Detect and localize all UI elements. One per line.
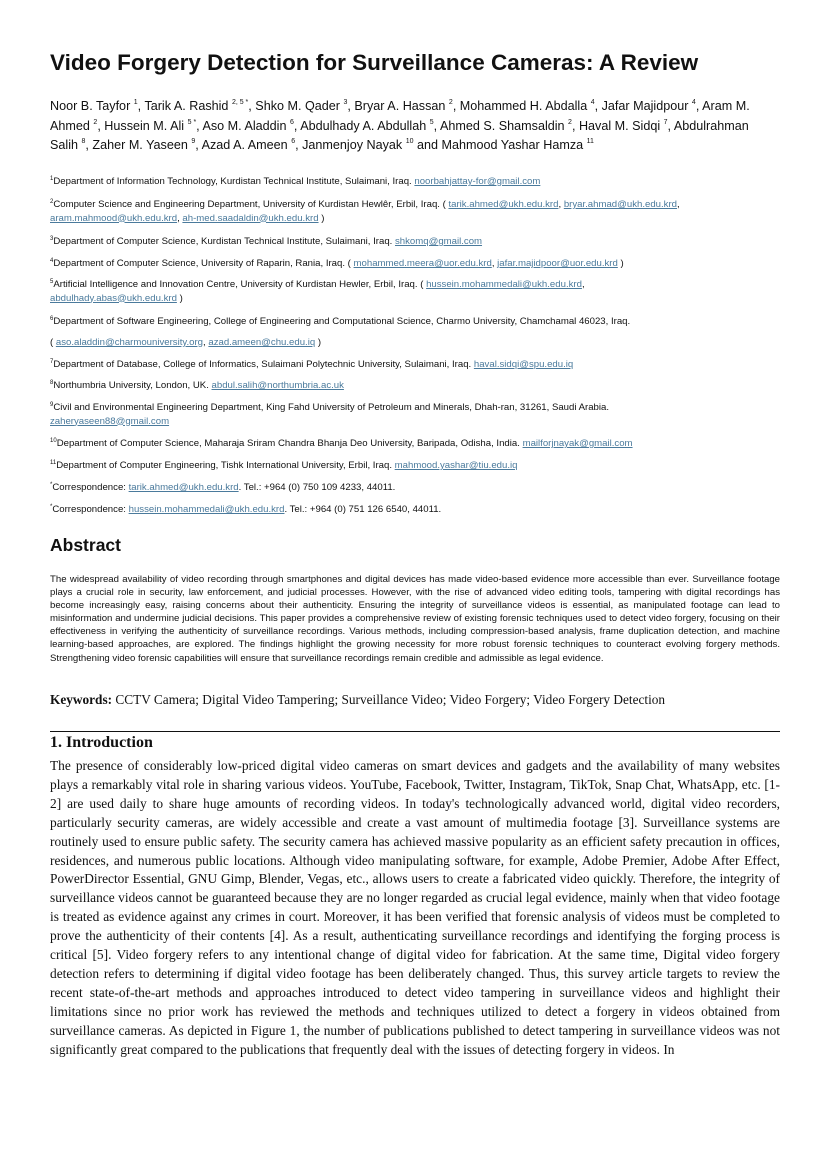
keywords-label: Keywords: (50, 692, 113, 707)
abstract-text: The widespread availability of video recording through smartphones and digital devices has made video-based evidence more accessible than ever. Surveillance footage plays a crucial role in security, law enforcement, and judicial processes. However, with the rise of advanced video editing tools, tampering with digital recordings has become increasingly easy, raising concerns about their authenticity. Ensuring the integrity of surveillance videos is essential, as manipulated footage can lead to misinformation and undermine judicial decisions. This paper provides a comprehensive review of existing forensic techniques used to detect video forgery, focusing on their effectiveness in verifying the authenticity of surveillance recordings. Various methods, including compression-based analysis, frame duplication detection, and machine learning-based approaches, are explored. The findings highlight the growing necessity for more robust forensic techniques to counteract evolving forgery methods. Strengthening video forensic capabilities will ensure that surveillance recordings remain credible and admissible as legal evidence. (50, 574, 780, 664)
affiliation-1: $^1$Department of Information Technology, Kurdistan Technical Institute, Sulaimani, Iraq. noorbahjattay-for@gmail.com (50, 176, 541, 187)
affiliation-11: $^{11}$Department of Computer Engineering, Tishk International University, Erbil, Iraq. mahmood.yashar@tiu.edu.iq (50, 460, 518, 471)
correspondence-2: *Correspondence: hussein.mohammedali@ukh.edu.krd. Tel.: +964 (0) 751 126 6540, 44011. (50, 504, 442, 515)
keywords-line (50, 692, 790, 708)
affiliation-8: $^8$Northumbria University, London, UK. abdul.salih@northumbria.ac.uk (50, 380, 344, 391)
affiliation-6: $^6$Department of Software Engineering, College of Engineering and Computational Science, Charmo University, Chamchamal 46023, Iraq. (50, 316, 631, 327)
affiliation-5: $^5$Artificial Intelligence and Innovation Centre, University of Kurdistan Hewler, Erbil, Iraq. ( hussein.mohammedali@ukh.edu.krd, abdulhady.abas@ukh.edu.krd ) (50, 279, 585, 304)
introduction-heading: 1. Introduction (50, 734, 153, 751)
affiliation-4: $^4$Department of Computer Science, University of Raparin, Rania, Iraq. ( mohammed.meera@uor.edu.krd, jafar.majidpoor@uor.edu.krd ) (50, 258, 624, 269)
affiliation-9: $^9$Civil and Environmental Engineering Department, King Fahd University of Petroleum and Minerals, Dhah-ran, 31261, Saudi Arabia. zaheryaseen88@gmail.com (50, 402, 610, 427)
affiliation-7: $^7$Department of Database, College of Informatics, Sulaimani Polytechnic University, Sulaimani, Iraq. haval.sidqi@spu.edu.iq (50, 359, 574, 370)
affiliation-3: $^3$Department of Computer Science, Kurdistan Technical Institute, Sulaimani, Iraq. shkomq@gmail.com (50, 236, 483, 247)
section-divider (50, 731, 780, 732)
author-list: Noor B. Tayfor $^1$, Tarik A. Rashid $^{2, 5 *}$, Shko M. Qader $^3$, Bryar A. Hassan $^2$, Mohammed H. Abdalla $^4$, Jafar Majidpour $^4$, Aram M. Ahmed $^2$, Hussein M. Ali $^{5 *}$, Aso M. Aladdin $^6$, Abdulhady A. Abdullah $^5$, Ahmed S. Shamsaldin $^2$, Haval M. Sidqi $^7$, Abdulrahman Salih $^8$, Zaher M. Yaseen $^9$, Azad A. Ameen $^6$, Janmenjoy Nayak $^{10}$ and Mahmood Yashar Hamza $^{11}$ (50, 99, 750, 152)
introduction-text: The presence of considerably low-priced digital video cameras on smart devices and gadgets and the availability of many websites plays a remarkably vital role in sharing various videos. YouTube, Facebook, Twitter, Instagram, TikTok, Snap Chat, WhatsApp, etc. [1-2] are used daily to share huge amounts of recording videos. In today's technologically advanced world, digital video recorders, particularly security cameras, are widely accessible and create a vast amount of multimedia footage [3]. Surveillance systems are routinely used to ensure public safety. The security camera has achieved massive popularity as an efficient safety precaution in offices, residences, and numerous public locations. Although video manipulating software, for example, Adobe Premier, Adobe After Effect, PowerDirector Essential, GNU Gimp, Blender, Vegas, etc., allows users to create a fabricated video quickly. Therefore, the integrity of surveillance videos cannot be guaranteed because they are no longer regarded as crucial legal evidence, mainly when that video footage is treated as evidence against any crimes in court. Moreover, it has been verified that forensic analysis of videos must be completed to prove the authenticity of their contents [4]. As a result, authenticating surveillance recordings and identifying the forging process is critical [5]. Video forgery refers to any intentional change of digital video for fabrication. At the same time, Digital video forgery detection refers to determining if digital video footage has been deliberately changed. Thus, this survey article targets to review the recent state-of-the-art methods and approaches introduced to detect video tampering in surveillance videos and highlight their limitations since no prior work has reviewed the methods and techniques utilized to detect a forgery in videos obtained from surveillance cameras. As depicted in Figure 1, the number of publications published to detect tampering in surveillance videos was not significantly great compared to the publications that frequently deal with the issues of detecting forgery in videos. In (50, 758, 780, 1057)
affiliation-6-emails: ( aso.aladdin@charmouniversity.org, azad.ameen@chu.edu.iq ) (50, 337, 322, 348)
paper-title: Video Forgery Detection for Surveillance Cameras: A Review (50, 50, 699, 75)
abstract-heading: Abstract (50, 535, 121, 555)
affiliation-2: $^2$Computer Science and Engineering Department, University of Kurdistan Hewlêr, Erbil, Iraq. ( tarik.ahmed@ukh.edu.krd, bryar.ahmad@ukh.edu.krd, aram.mahmood@ukh.edu.krd, ah-med.saadaldin@ukh.edu.krd ) (50, 199, 680, 224)
keywords-text: CCTV Camera; Digital Video Tampering; Surveillance Video; Video Forgery; Video Forgery Detection (112, 692, 666, 707)
correspondence-1: *Correspondence: tarik.ahmed@ukh.edu.krd. Tel.: +964 (0) 750 109 4233, 44011. (50, 482, 396, 493)
affiliation-10: $^{10}$Department of Computer Science, Maharaja Sriram Chandra Bhanja Deo University, Baripada, Odisha, India. mailforjnayak@gmail.com (50, 438, 633, 449)
